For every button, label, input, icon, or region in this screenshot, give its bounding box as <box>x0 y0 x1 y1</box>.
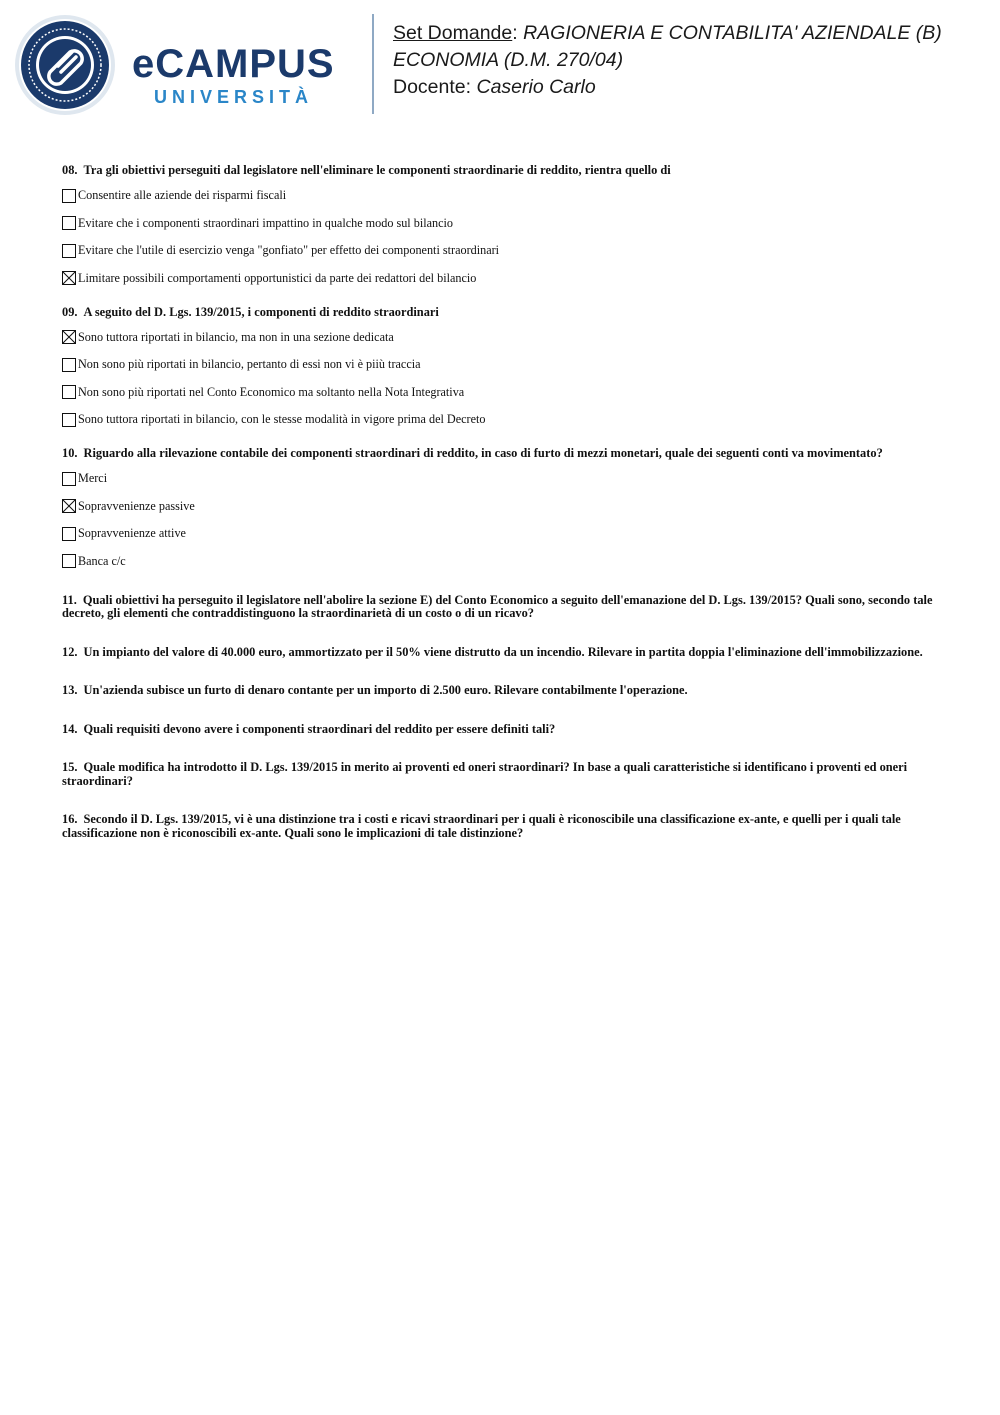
ecampus-seal-logo <box>14 14 116 116</box>
option-text: Sopravvenienze attive <box>78 526 186 540</box>
ecampus-wordmark <box>132 44 362 114</box>
question-text: Quali requisiti devono avere i componenti straordinari del reddito per essere definiti tali? <box>83 721 556 736</box>
checkmark-x-icon <box>63 331 75 343</box>
docente-name: Caserio Carlo <box>476 76 596 98</box>
checkbox-icon[interactable] <box>62 244 76 258</box>
answer-option[interactable] <box>62 411 942 428</box>
checkmark-x-icon <box>63 500 75 512</box>
set-title-line2: ECONOMIA (D.M. 270/04) <box>393 49 624 71</box>
open-question-13 <box>62 684 942 698</box>
question-08 <box>62 163 942 287</box>
answer-option[interactable] <box>62 242 942 259</box>
question-number: 16. <box>62 812 78 826</box>
checkbox-icon[interactable] <box>62 189 76 203</box>
question-text: A seguito del D. Lgs. 139/2015, i componenti di reddito straordinari <box>83 304 439 319</box>
answer-option[interactable] <box>62 525 942 542</box>
question-title <box>62 305 942 319</box>
option-text: Sono tuttora riportati in bilancio, con le stesse modalità in vigore prima del Decreto <box>78 412 486 426</box>
answer-option[interactable] <box>62 553 942 570</box>
question-number: 10. <box>62 446 78 460</box>
docente-line: Docente: Caserio Carlo <box>393 76 596 98</box>
open-question-16 <box>62 813 942 840</box>
answer-option[interactable] <box>62 384 942 401</box>
answer-option[interactable] <box>62 329 942 346</box>
option-text: Limitare possibili comportamenti opportunistici da parte dei redattori del bilancio <box>78 270 477 285</box>
checkbox-icon[interactable] <box>62 527 76 541</box>
question-number: 12. <box>62 644 78 659</box>
question-text: Un'azienda subisce un furto di denaro contante per un importo di 2.500 euro. Rilevare contabilmente l'operazione. <box>83 683 688 697</box>
question-number: 14. <box>62 721 78 736</box>
checkbox-icon[interactable] <box>62 472 76 486</box>
question-list <box>62 163 942 865</box>
option-text: Non sono più riportati in bilancio, pertanto di essi non vi è piiù traccia <box>78 357 421 371</box>
checkbox-icon[interactable] <box>62 330 76 344</box>
set-title-line1: RAGIONERIA E CONTABILITA' AZIENDALE (B) <box>523 22 942 44</box>
set-title-line-2 <box>393 47 983 74</box>
question-number: 09. <box>62 304 78 319</box>
open-question-11 <box>62 594 942 621</box>
question-number: 08. <box>62 163 78 177</box>
question-number: 13. <box>62 683 78 697</box>
checkbox-icon[interactable] <box>62 271 76 285</box>
answer-option[interactable] <box>62 270 942 287</box>
question-text: Quali obiettivi ha perseguito il legislatore nell'abolire la sezione E) del Conto Economico a seguito dell'emanazione del D. Lgs. 139/2015? Quali sono, secondo tale decreto, gli elementi che contraddistinguono la straordinarietà di un costo o di un ricavo? <box>62 592 933 620</box>
wordmark-universita: UNIVERSITÀ <box>154 87 314 107</box>
answer-option[interactable] <box>62 215 942 232</box>
question-text: Quale modifica ha introdotto il D. Lgs. 139/2015 in merito ai proventi ed oneri straordinari? In base a quali caratteristiche si identificano i proventi ed oneri straordinari? <box>62 760 908 788</box>
question-title <box>62 446 942 460</box>
question-number: 11. <box>62 592 77 607</box>
question-10 <box>62 446 942 570</box>
option-text: Evitare che l'utile di esercizio venga "gonfiato" per effetto dei componenti straordinari <box>78 243 500 257</box>
question-09 <box>62 305 942 429</box>
question-title <box>62 163 942 177</box>
checkbox-icon[interactable] <box>62 413 76 427</box>
question-text: Riguardo alla rilevazione contabile dei componenti straordinari di reddito, in caso di furto di mezzi monetari, quale dei seguenti conti va movimentato? <box>83 446 883 460</box>
open-question-15 <box>62 761 942 788</box>
set-label: Set Domande <box>393 22 513 44</box>
option-text: Consentire alle aziende dei risparmi fiscali <box>78 188 287 202</box>
open-question-14 <box>62 723 942 737</box>
option-text: Sono tuttora riportati in bilancio, ma non in una sezione dedicata <box>78 329 394 344</box>
header-info <box>393 20 983 101</box>
question-text: Secondo il D. Lgs. 139/2015, vi è una distinzione tra i costi e ricavi straordinari per i quali è riconoscibile una classificazione ex-ante, e quelli per i quali tale classificazione non è riconoscibili ex-ante. Quali sono le implicazioni di tale distinzione? <box>62 812 901 840</box>
page-header <box>0 0 1000 130</box>
question-number: 15. <box>62 760 78 774</box>
checkbox-icon[interactable] <box>62 499 76 513</box>
answer-option[interactable] <box>62 356 942 373</box>
question-text: Un impianto del valore di 40.000 euro, ammortizzato per il 50% viene distrutto da un incendio. Rilevare in partita doppia l'eliminazione dell'immobilizzazione. <box>83 644 923 659</box>
open-question-12 <box>62 646 942 660</box>
checkbox-icon[interactable] <box>62 358 76 372</box>
checkbox-icon[interactable] <box>62 554 76 568</box>
option-text: Non sono più riportati nel Conto Economico ma soltanto nella Nota Integrativa <box>78 384 465 399</box>
option-text: Sopravvenienze passive <box>78 498 195 513</box>
set-title-line: Set Domande: RAGIONERIA E CONTABILITA' AZIENDALE (B) <box>393 22 942 44</box>
checkbox-icon[interactable] <box>62 216 76 230</box>
option-text: Merci <box>78 471 108 485</box>
answer-option[interactable] <box>62 498 942 515</box>
wordmark-brand: eCAMPUS <box>132 42 335 86</box>
answer-option[interactable] <box>62 470 942 487</box>
docente-label: Docente <box>393 76 466 98</box>
header-divider <box>372 14 374 114</box>
checkbox-icon[interactable] <box>62 385 76 399</box>
option-text: Banca c/c <box>78 553 126 568</box>
checkmark-x-icon <box>63 272 75 284</box>
answer-option[interactable] <box>62 187 942 204</box>
option-text: Evitare che i componenti straordinari impattino in qualche modo sul bilancio <box>78 215 454 230</box>
question-text: Tra gli obiettivi perseguiti dal legislatore nell'eliminare le componenti straordinarie di reddito, rientra quello di <box>83 163 671 177</box>
